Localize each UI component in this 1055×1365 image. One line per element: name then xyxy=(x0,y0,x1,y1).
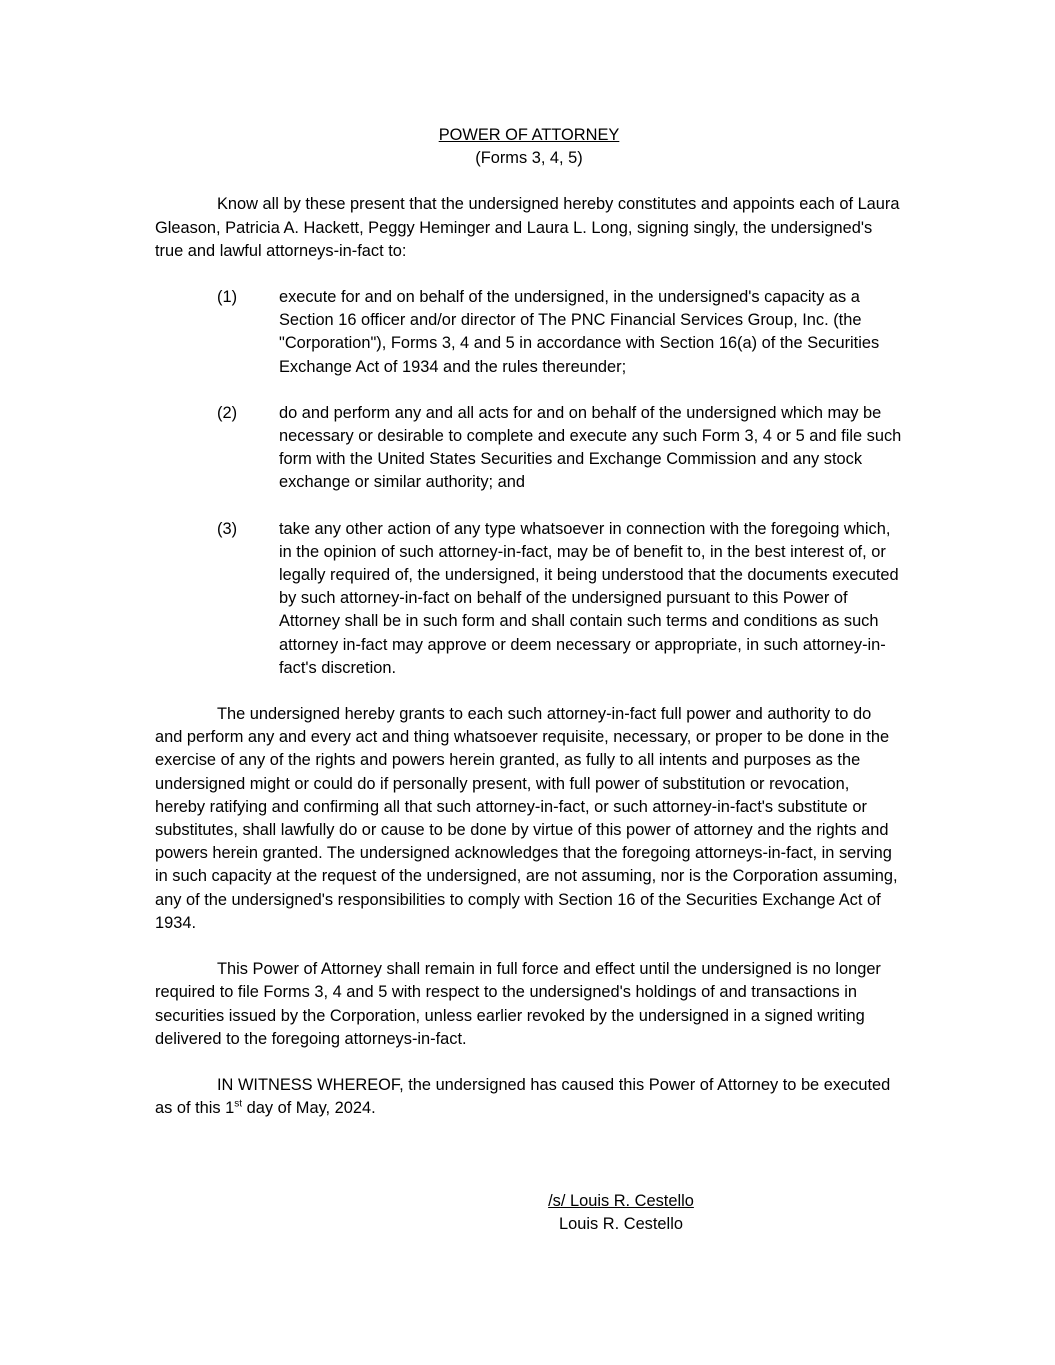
signer-name: Louis R. Cestello xyxy=(559,1215,683,1234)
list-item-text: execute for and on behalf of the undersigned, in the undersigned's capacity as a Section 16 officer and/or director of The PNC Financial Services Group, Inc. (the "Corporation"), Forms 3, 4 and 5 in accordance with Section 16(a) of the Securities Exchange Act of 1934 and the rules thereunder; xyxy=(279,288,880,376)
duration-paragraph: This Power of Attorney shall remain in full force and effect until the undersigned is no longer required to file Forms 3, 4 and 5 with respect to the undersigned's holdings of and transactions in securities issued by the Corporation, unless earlier revoked by the undersigned in a signed writing delivered to the foregoing attorneys-in-fact. xyxy=(155,960,881,1048)
witness-text-end: day of May, 2024. xyxy=(242,1099,376,1118)
list-item-number: (2) xyxy=(217,403,238,422)
list-item xyxy=(155,518,903,680)
witness-paragraph xyxy=(155,1074,903,1120)
title-block xyxy=(155,124,903,170)
signature-block xyxy=(545,1190,697,1236)
witness-text-start: IN WITNESS WHEREOF, the undersigned has caused this Power of Attorney to be executed as of this 1 xyxy=(155,1075,891,1118)
signature-line: /s/ Louis R. Cestello xyxy=(548,1192,694,1210)
grant-paragraph: The undersigned hereby grants to each such attorney-in-fact full power and authority to do and perform any and every act and thing whatsoever requisite, necessary, or proper to be done in the exercise of any of the rights and powers herein granted, as fully to all intents and purposes as the undersigned might or could do if personally present, with full power of substitution or revocation, hereby ratifying and confirming all that such attorney-in-fact, or such attorney-in-fact's substitute or substitutes, shall lawfully do or cause to be done by virtue of this power of attorney and the rights and powers herein granted. The undersigned acknowledges that the foregoing attorneys-in-fact, in serving in such capacity at the request of the undersigned, are not assuming, nor is the Corporation assuming, any of the undersigned's responsibilities to comply with Section 16 of the Securities Exchange Act of 1934. xyxy=(155,705,898,932)
document-page xyxy=(155,124,903,1143)
document-subtitle: (Forms 3, 4, 5) xyxy=(475,149,583,168)
intro-paragraph: Know all by these present that the undersigned hereby constitutes and appoints each of Laura Gleason, Patricia A. Hackett, Peggy Heminger and Laura L. Long, signing singly, the undersigned's true and lawful attorneys-in-fact to: xyxy=(155,195,900,260)
list-item-text: take any other action of any type whatsoever in connection with the foregoing which, in the opinion of such attorney-in-fact, may be of benefit to, in the best interest of, or legally required of, the undersigned, it being understood that the documents executed by such attorney-in-fact on behalf of the undersigned pursuant to this Power of Attorney shall be in such form and shall contain such terms and conditions as such attorney in-fact may approve or deem necessary or appropriate, in such attorney-in-fact's discretion. xyxy=(279,519,899,677)
list-item-number: (3) xyxy=(217,519,238,538)
document-title: POWER OF ATTORNEY xyxy=(438,126,620,144)
list-item xyxy=(155,402,903,495)
list-item-number: (1) xyxy=(217,288,238,307)
list-item xyxy=(155,286,903,379)
ordinal-suffix: st xyxy=(234,1098,243,1110)
list-item-text: do and perform any and all acts for and on behalf of the undersigned which may be necessary or desirable to complete and execute any such Form 3, 4 or 5 and file such form with the United States Securities and Exchange Commission and any stock exchange or similar authority; and xyxy=(279,403,902,492)
